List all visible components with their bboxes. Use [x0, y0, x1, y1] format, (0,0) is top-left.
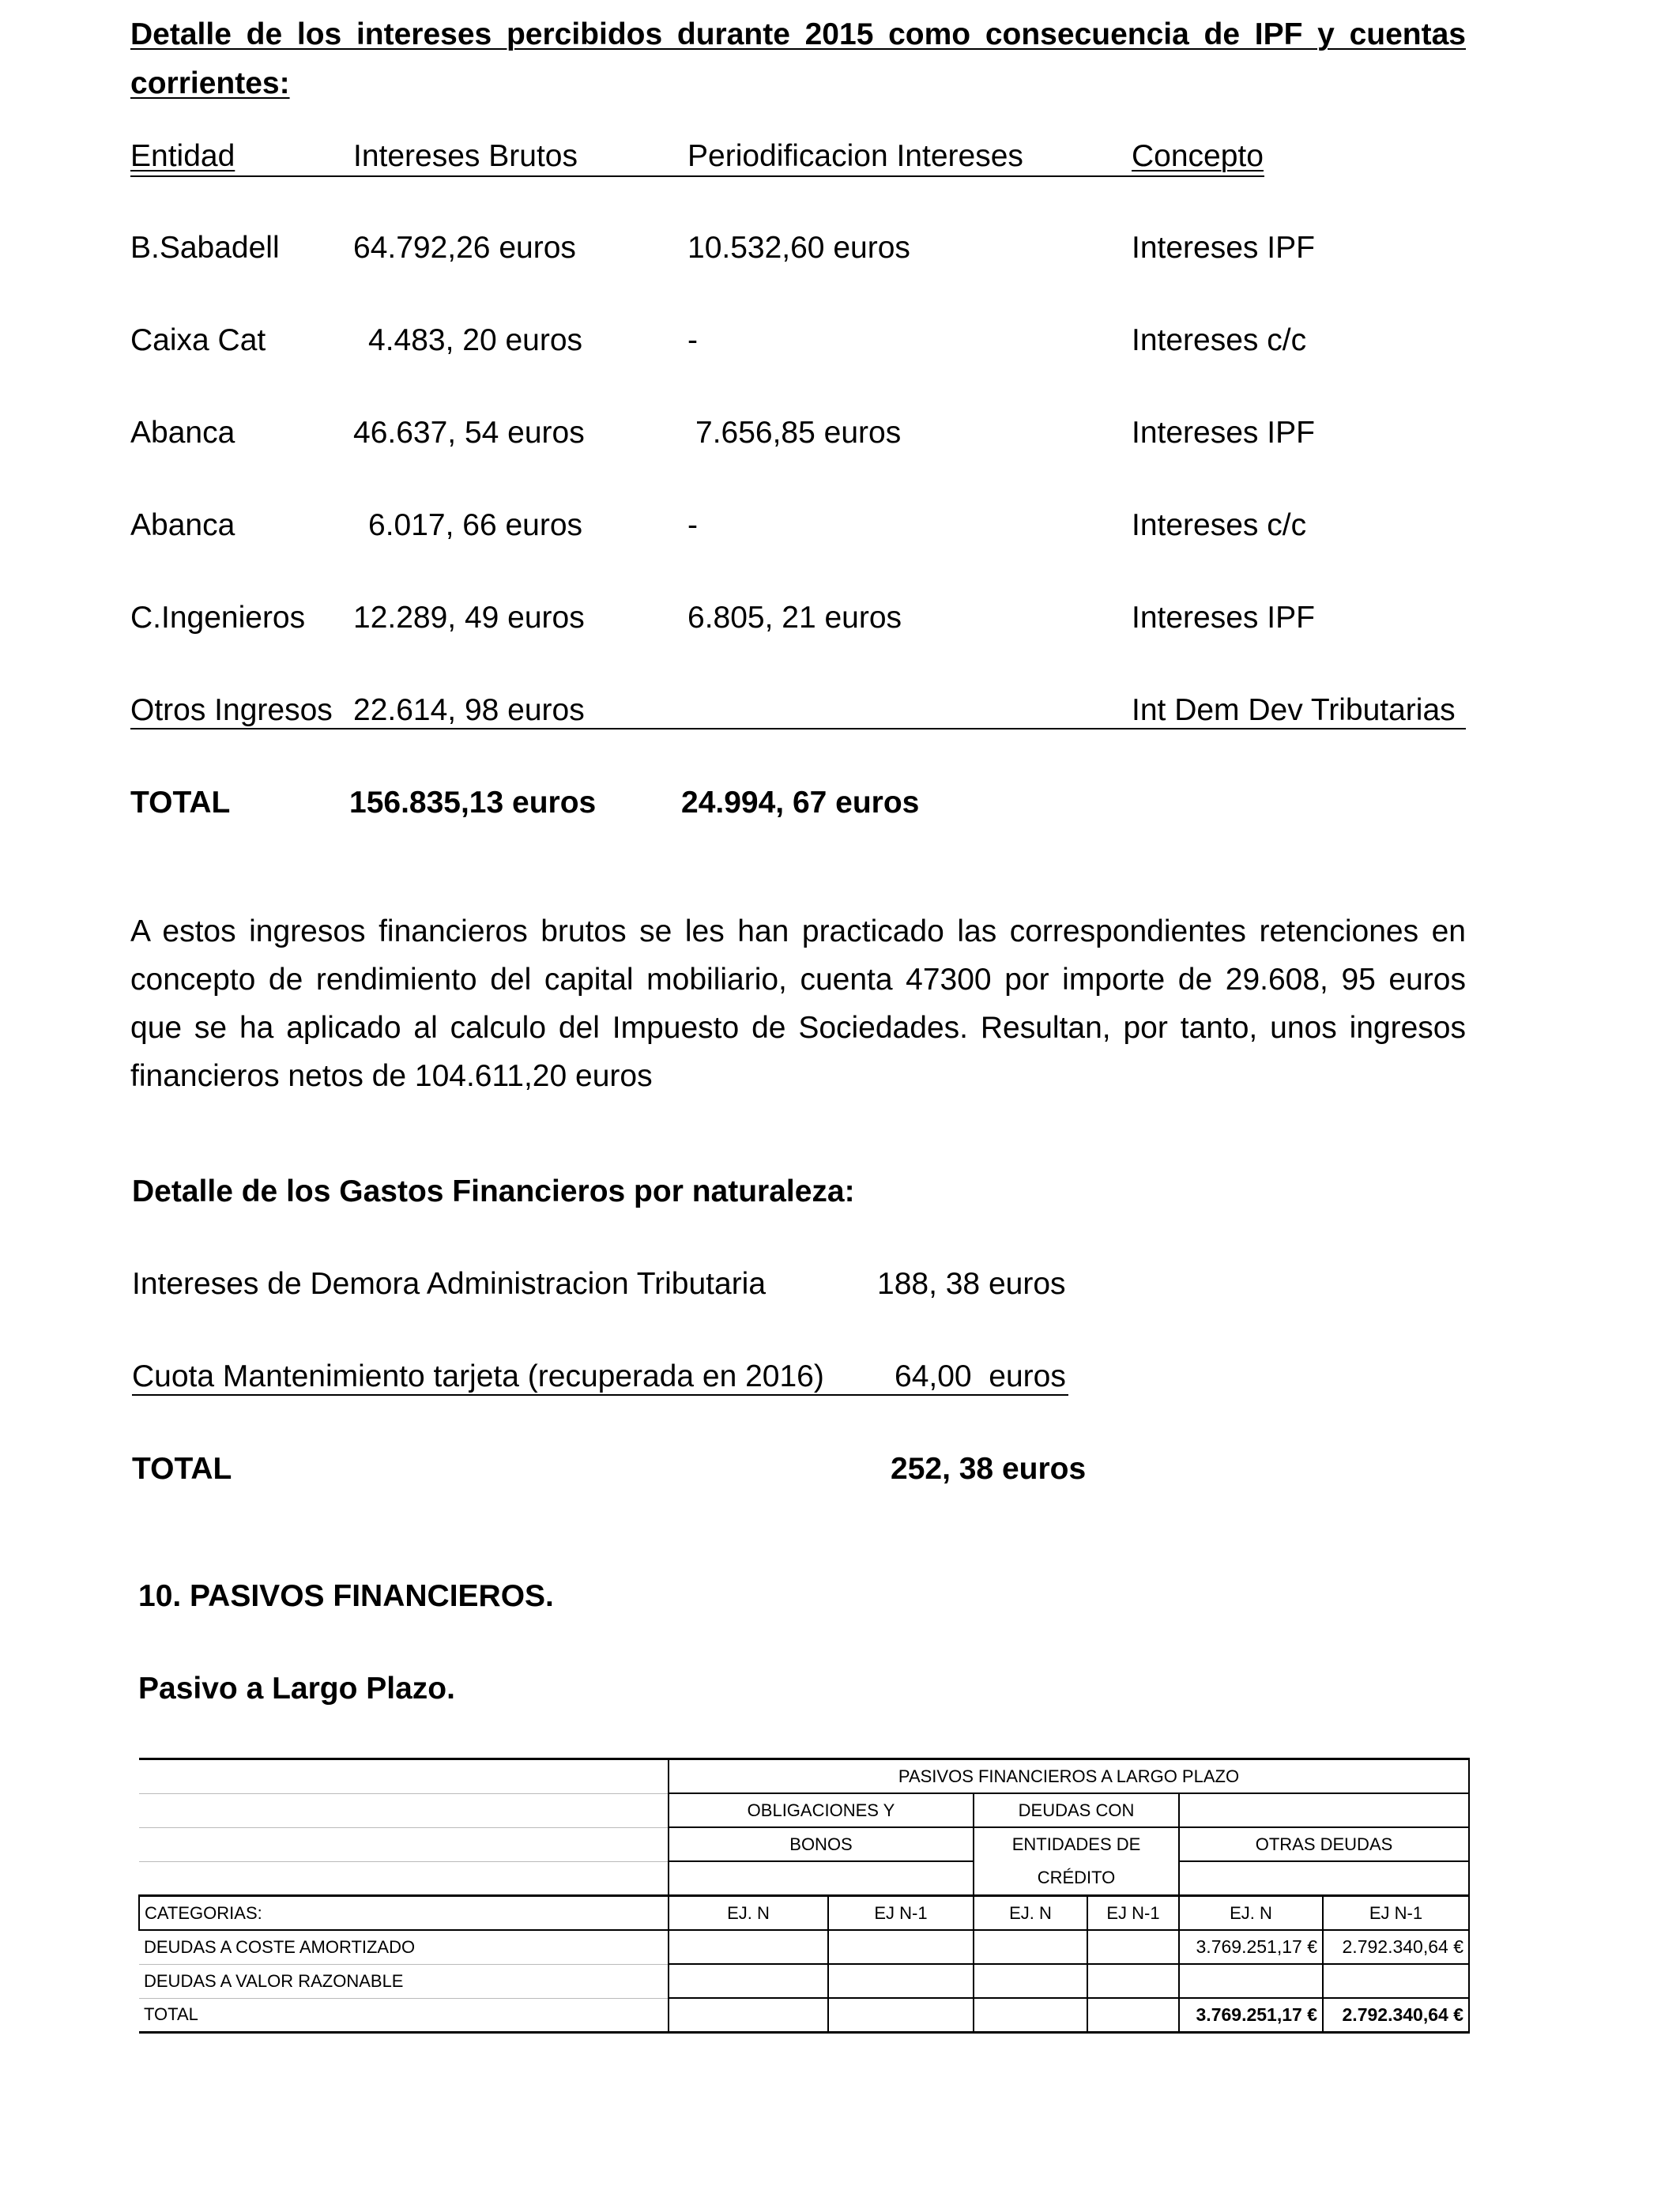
table-label-cell	[139, 1793, 669, 1827]
intereses-total-periodificacion: 24.994, 67 euros	[681, 786, 920, 820]
row1-entidad: B.Sabadell	[130, 231, 280, 265]
table-label-cell	[139, 1759, 669, 1794]
gastos-row1-value: 188, 38 euros	[877, 1267, 1066, 1301]
rows-underline	[130, 728, 1466, 729]
group1-line3	[669, 1861, 974, 1896]
table-title: PASIVOS FINANCIEROS A LARGO PLAZO	[669, 1759, 1469, 1794]
cell	[828, 1964, 974, 1998]
group2-line2: ENTIDADES DE	[974, 1827, 1179, 1861]
row4-periodificacion: -	[687, 508, 698, 542]
section-title: 10. PASIVOS FINANCIEROS.	[138, 1579, 554, 1613]
subcol-obl-n1: EJ N-1	[828, 1896, 974, 1931]
cell	[1179, 1964, 1323, 1998]
header-underline	[130, 175, 1264, 177]
group2-line1: DEUDAS CON	[974, 1793, 1179, 1827]
group3-bottom	[1179, 1861, 1469, 1896]
row5-concepto: Intereses IPF	[1132, 601, 1315, 635]
subcol-obl-n: EJ. N	[669, 1896, 828, 1931]
row3-periodificacion: 7.656,85 euros	[695, 416, 902, 450]
row4-brutos: 6.017, 66 euros	[368, 508, 583, 542]
row1-concepto: Intereses IPF	[1132, 231, 1315, 265]
cell-coste-otras-n1: 2.792.340,64 €	[1323, 1930, 1469, 1964]
row2-periodificacion: -	[687, 323, 698, 357]
gastos-total-label: TOTAL	[132, 1452, 232, 1486]
cell	[974, 1998, 1087, 2033]
row-label-razonable: DEUDAS A VALOR RAZONABLE	[139, 1964, 669, 1998]
gastos-heading: Detalle de los Gastos Financieros por naturaleza:	[132, 1174, 855, 1208]
subcol-otras-n1: EJ N-1	[1323, 1896, 1469, 1931]
row3-entidad: Abanca	[130, 416, 235, 450]
row4-entidad: Abanca	[130, 508, 235, 542]
intereses-total-label: TOTAL	[130, 786, 231, 820]
categorias-label: CATEGORIAS:	[139, 1896, 669, 1931]
subcol-ent-n1: EJ N-1	[1087, 1896, 1179, 1931]
cell	[669, 1998, 828, 2033]
row3-concepto: Intereses IPF	[1132, 416, 1315, 450]
group1-line1: OBLIGACIONES Y	[669, 1793, 974, 1827]
cell	[974, 1930, 1087, 1964]
row6-entidad: Otros Ingresos	[130, 693, 333, 727]
row6-brutos: 22.614, 98 euros	[353, 693, 585, 727]
row5-entidad: C.Ingenieros	[130, 601, 306, 635]
gastos-row1-label: Intereses de Demora Administracion Tributaria	[132, 1267, 767, 1301]
col-entidad: Entidad	[130, 139, 235, 173]
subcol-ent-n: EJ. N	[974, 1896, 1087, 1931]
row2-concepto: Intereses c/c	[1132, 323, 1307, 357]
group3-label: OTRAS DEUDAS	[1179, 1827, 1469, 1861]
cell	[1087, 1998, 1179, 2033]
row5-brutos: 12.289, 49 euros	[353, 601, 585, 635]
row3-brutos: 46.637, 54 euros	[353, 416, 585, 450]
section-subtitle: Pasivo a Largo Plazo.	[138, 1672, 455, 1706]
gastos-row2-label: Cuota Mantenimiento tarjeta (recuperada en 2016)	[132, 1359, 824, 1393]
row6-concepto: Int Dem Dev Tributarias	[1132, 693, 1456, 727]
col-concepto: Concepto	[1132, 139, 1264, 173]
cell	[1323, 1964, 1469, 1998]
cell-total-otras-n1: 2.792.340,64 €	[1323, 1998, 1469, 2033]
col-brutos: Intereses Brutos	[353, 139, 578, 173]
gastos-row2-value: 64,00 euros	[895, 1359, 1066, 1393]
row-label-coste: DEUDAS A COSTE AMORTIZADO	[139, 1930, 669, 1964]
cell	[974, 1964, 1087, 1998]
cell	[1087, 1930, 1179, 1964]
cell	[1087, 1964, 1179, 1998]
col-periodificacion: Periodificacion Intereses	[687, 139, 1023, 173]
pasivos-table	[138, 1758, 1470, 2034]
subcol-otras-n: EJ. N	[1179, 1896, 1323, 1931]
cell	[828, 1998, 974, 2033]
table-label-cell	[139, 1827, 669, 1861]
row2-entidad: Caixa Cat	[130, 323, 266, 357]
table-label-cell	[139, 1861, 669, 1896]
gastos-underline	[132, 1394, 1068, 1396]
group3-top	[1179, 1793, 1469, 1827]
cell	[669, 1930, 828, 1964]
row5-periodificacion: 6.805, 21 euros	[687, 601, 902, 635]
row2-brutos: 4.483, 20 euros	[368, 323, 583, 357]
intereses-heading-line1: Detalle de los intereses percibidos durante 2015 como consecuencia de IPF y cuentas	[130, 17, 1466, 51]
cell-total-otras-n: 3.769.251,17 €	[1179, 1998, 1323, 2033]
row1-periodificacion: 10.532,60 euros	[687, 231, 910, 265]
group2-line3: CRÉDITO	[974, 1861, 1179, 1896]
cell	[669, 1964, 828, 1998]
row4-concepto: Intereses c/c	[1132, 508, 1307, 542]
row1-brutos: 64.792,26 euros	[353, 231, 576, 265]
intereses-total-brutos: 156.835,13 euros	[349, 786, 597, 820]
retenciones-paragraph: A estos ingresos financieros brutos se les han practicado las correspondientes retenciones en concepto de rendimiento del capital mobiliario, cuenta 47300 por importe de 29.608, 95 euros que se ha aplicado al calculo del Impuesto de Sociedades. Resultan, por tanto, unos ingresos financieros netos de 104.611,20 euros	[130, 914, 1466, 1093]
intereses-heading-line2: corrientes:	[130, 66, 290, 100]
gastos-total-value: 252, 38 euros	[891, 1452, 1087, 1486]
row-label-total: TOTAL	[139, 1998, 669, 2033]
cell	[828, 1930, 974, 1964]
cell-coste-otras-n: 3.769.251,17 €	[1179, 1930, 1323, 1964]
group1-line2: BONOS	[669, 1827, 974, 1861]
